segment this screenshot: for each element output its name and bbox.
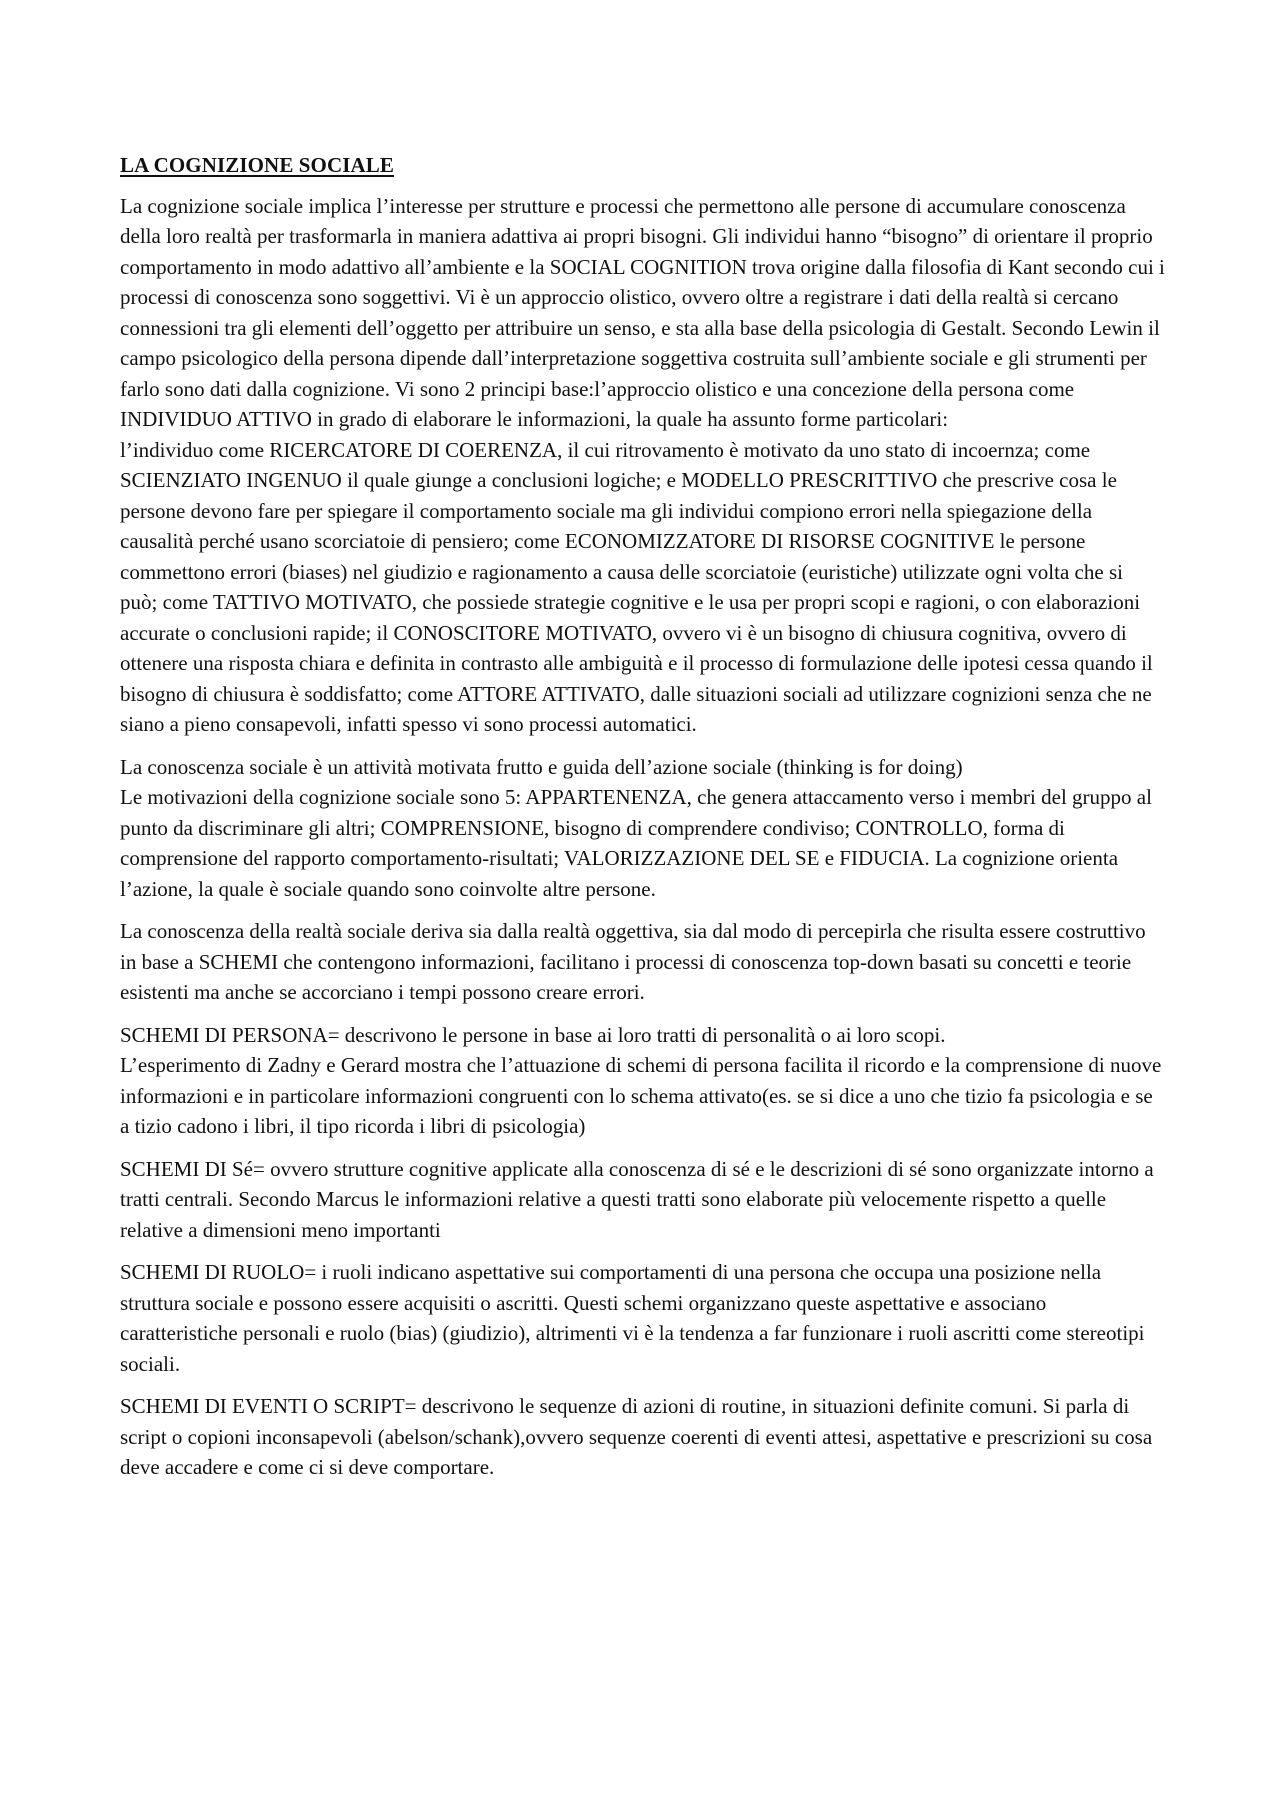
paragraph-event-scripts: SCHEMI DI EVENTI O SCRIPT= descrivono le sequenze di azioni di routine, in situazioni definite comuni. Si parla di script o copioni inconsapevoli (abelson/schank),ovvero sequenze coerenti di eventi attesi, aspettative e prescrizioni su cosa deve accadere e come ci si deve comportare. (120, 1394, 1153, 1479)
document-title: LA COGNIZIONE SOCIALE (120, 153, 395, 177)
document-page (120, 150, 1165, 1495)
paragraph-role-schemas: SCHEMI DI RUOLO= i ruoli indicano aspettative sui comportamenti di una persona che occupa una posizione nella struttura sociale e possono essere acquisiti o ascritti. Questi schemi organizzano queste aspettative e associano caratteristiche personali e ruolo (bias) (giudizio), altrimenti vi è la tendenza a far funzionare i ruoli ascritti come stereotipi sociali. (120, 1260, 1145, 1376)
paragraph-intro: La cognizione sociale implica l’interesse per strutture e processi che permettono alle persone di accumulare conoscenza della loro realtà per trasformarla in maniera adattiva ai propri bisogni. Gli individui hanno “bisogno” di orientare il proprio comportamento in modo adattivo all’ambiente e la SOCIAL COGNITION trova origine dalla filosofia di Kant secondo cui i processi di conoscenza sono soggettivi. Vi è un approccio olistico, ovvero oltre a registrare i dati della realtà si cercano connessioni tra gli elementi dell’oggetto per attribuire un senso, e sta alla base della psicologia di Gestalt. Secondo Lewin il campo psicologico della persona dipende dall’interpretazione soggettiva costruita sull’ambiente sociale e gli strumenti per farlo sono dati dalla cognizione. Vi sono 2 principi base:l’approccio olistico e una concezione della persona come INDIVIDUO ATTIVO in grado di elaborare le informazioni, la quale ha assunto forme particolari: l’individuo come RICERCATORE DI COERENZA, il cui ritrovamento è motivato da uno stato di incoernza; come SCIENZIATO INGENUO il quale giunge a conclusioni logiche; e MODELLO PRESCRITTIVO che prescrive cosa le persone devono fare per spiegare il comportamento sociale ma gli individui compiono errori nella spiegazione della causalità perché usano scorciatoie di pensiero; come ECONOMIZZATORE DI RISORSE COGNITIVE le persone commettono errori (biases) nel giudizio e ragionamento a causa delle scorciatoie (euristiche) utilizzate ogni volta che si può; come TATTIVO MOTIVATO, che possiede strategie cognitive e le usa per propri scopi e ragioni, o con elaborazioni accurate o conclusioni rapide; il CONOSCITORE MOTIVATO, ovvero vi è un bisogno di chiusura cognitiva, ovvero di ottenere una risposta chiara e definita in contrasto alle ambiguità e il processo di formulazione delle ipotesi cessa quando il bisogno di chiusura è soddisfatto; come ATTORE ATTIVATO, dalle situazioni sociali ad utilizzare cognizioni senza che ne siano a pieno consapevoli, infatti spesso vi sono processi automatici. (120, 193, 1165, 736)
paragraph-self-schemas: SCHEMI DI Sé= ovvero strutture cognitive applicate alla conoscenza di sé e le descrizioni di sé sono organizzate intorno a tratti centrali. Secondo Marcus le informazioni relative a questi tratti sono elaborate più velocemente rispetto a quelle relative a dimensioni meno importanti (120, 1156, 1154, 1242)
paragraph-person-schemas: SCHEMI DI PERSONA= descrivono le persone in base ai loro tratti di personalità o ai loro scopi. L’esperimento di Zadny e Gerard mostra che l’attuazione di schemi di persona facilita il ricordo e la comprensione di nuove informazioni e in particolare informazioni congruenti con lo schema attivato(es. se si dice a uno che tizio fa psicologia e se a tizio cadono i libri, il tipo ricorda i libri di psicologia) (120, 1022, 1162, 1138)
paragraph-schemas-intro: La conoscenza della realtà sociale deriva sia dalla realtà oggettiva, sia dal modo di percepirla che risulta essere costruttivo in base a SCHEMI che contengono informazioni, facilitano i processi di conoscenza top-down basati su concetti e teorie esistenti ma anche se accorciano i tempi possono creare errori. (120, 919, 1146, 1004)
paragraph-motivations: La conoscenza sociale è un attività motivata frutto e guida dell’azione sociale (thinking is for doing) Le motivazioni della cognizione sociale sono 5: APPARTENENZA, che genera attaccamento verso i membri del gruppo al punto da discriminare gli altri; COMPRENSIONE, bisogno di comprendere condiviso; CONTROLLO, forma di comprensione del rapporto comportamento-risultati; VALORIZZAZIONE DEL SE e FIDUCIA. La cognizione orienta l’azione, la quale è sociale quando sono coinvolte altre persone. (120, 754, 1152, 901)
